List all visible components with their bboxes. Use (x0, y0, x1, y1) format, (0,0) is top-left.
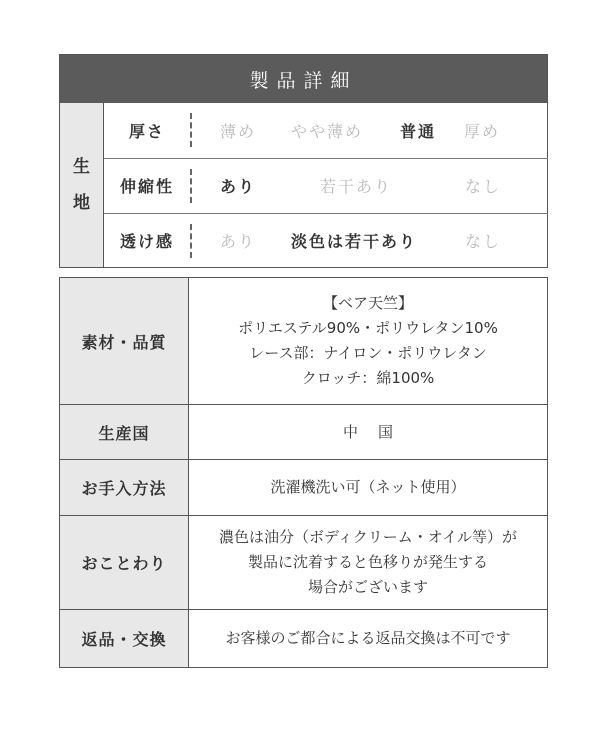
spec-line: ポリエステル90%・ポリウレタン10% (238, 319, 498, 337)
fabric-label (60, 103, 104, 267)
product-details-table (59, 54, 548, 268)
dashed-divider (190, 169, 192, 203)
spec-line: 製品に沈着すると色移りが発生する (247, 553, 488, 571)
option-none: なし (465, 232, 502, 251)
fabric-label-char: 地 (73, 193, 90, 213)
dashed-divider (190, 113, 192, 147)
option-slightly-thin: やや薄め (291, 121, 364, 141)
option-yes: あり (220, 177, 257, 196)
product-details-title: 製品詳細 (60, 55, 547, 103)
spec-line: クロッチ：綿100% (301, 369, 435, 387)
option-light-colors-slightly: 淡色は若干あり (291, 232, 418, 251)
property-name: 伸縮性 (119, 177, 174, 196)
fabric-label-char: 生 (73, 157, 90, 177)
property-name: 厚さ (128, 121, 165, 141)
option-thick: 厚め (464, 121, 501, 141)
specifications-table (59, 277, 548, 668)
property-row-stretch (104, 158, 548, 212)
dashed-divider (190, 224, 192, 258)
spec-label: 生産国 (60, 405, 189, 459)
spec-value (189, 516, 547, 609)
spec-line: レース部：ナイロン・ポリウレタン (249, 344, 487, 362)
spec-line: お客様のご都合による返品交換は不可です (225, 629, 511, 647)
spec-value (189, 610, 547, 667)
spec-row-care (60, 459, 547, 515)
option-none: なし (465, 177, 502, 196)
option-yes: あり (220, 232, 257, 251)
option-slightly: 若干あり (320, 177, 393, 196)
spec-row-notice (60, 515, 547, 609)
spec-label: 返品・交換 (60, 610, 189, 667)
spec-row-material (60, 278, 547, 404)
spec-line: 場合がございます (307, 578, 428, 596)
spec-row-country (60, 404, 547, 459)
spec-label: お手入方法 (60, 460, 189, 515)
property-name: 透け感 (119, 232, 174, 251)
spec-value (189, 460, 547, 515)
property-row-sheerness (104, 213, 548, 267)
spec-row-returns (60, 609, 547, 667)
spec-line: 中国 (342, 422, 413, 441)
spec-line: 洗濯機洗い可（ネット使用） (270, 478, 466, 496)
option-thin: 薄め (220, 121, 257, 141)
option-normal: 普通 (400, 121, 437, 141)
spec-line: 【ベア天竺】 (322, 294, 413, 312)
spec-value (189, 405, 547, 459)
spec-label: おことわり (60, 516, 189, 609)
spec-line: 濃色は油分（ボディクリーム・オイル等）が (218, 528, 518, 546)
spec-value (189, 278, 547, 404)
spec-label: 素材・品質 (60, 278, 189, 404)
property-row-thickness (104, 103, 548, 157)
